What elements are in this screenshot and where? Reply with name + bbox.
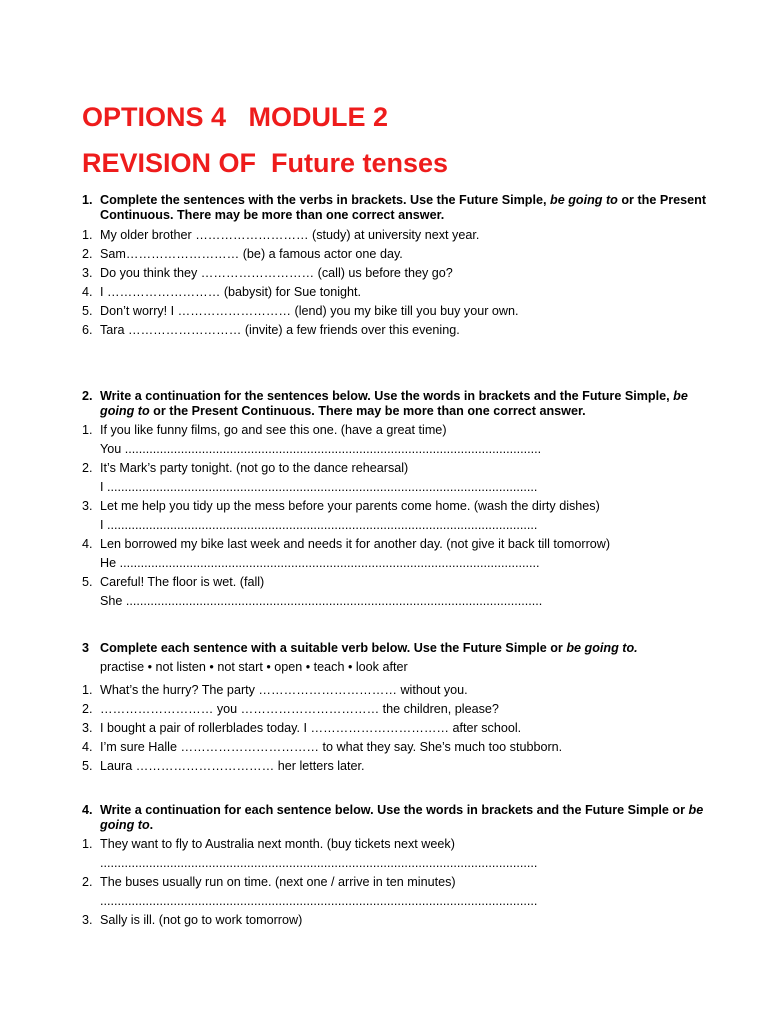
list-item: 5. Laura …………………………… her letters later. — [82, 759, 365, 773]
answer-line: She ....................................................................................................................... — [100, 594, 543, 608]
answer-line: ............................................................................................................................. — [100, 856, 538, 870]
list-item: 4. I’m sure Halle …………………………… to what they say. She’s much too stubborn. — [82, 740, 563, 754]
page-title: OPTIONS 4 MODULE 2 — [82, 102, 389, 132]
list-item: 6. Tara ……………………… (invite) a few friends over this evening. — [82, 323, 460, 337]
section-1-instruction: 1. Complete the sentences with the verbs in brackets. Use the Future Simple, be going to or the Present Continuous. There may be more than one correct answer. — [82, 193, 707, 222]
section-1-number: 1. — [82, 193, 93, 207]
answer-line: You ....................................................................................................................... — [100, 442, 542, 456]
section-4-number: 4. — [82, 803, 93, 817]
verb-list: practise • not listen • not start • open • teach • look after — [100, 660, 408, 674]
answer-line: I ........................................................................................................................... — [100, 518, 538, 532]
list-item: 2. Sam……………………… (be) a famous actor one day. — [82, 247, 403, 261]
list-item: 4. I ……………………… (babysit) for Sue tonight. — [82, 285, 362, 299]
answer-line: ............................................................................................................................. — [100, 894, 538, 908]
list-item: 1. If you like funny films, go and see this one. (have a great time) — [82, 423, 447, 437]
list-item: 3. Sally is ill. (not go to work tomorrow) — [82, 913, 303, 927]
list-item: 3. Do you think they ……………………… (call) us before they go? — [82, 266, 453, 280]
list-item: 1. They want to fly to Australia next month. (buy tickets next week) — [82, 837, 455, 851]
answer-line: I ........................................................................................................................... — [100, 480, 538, 494]
list-item: 1. My older brother ……………………… (study) at university next year. — [82, 228, 480, 242]
section-3-instruction: 3 Complete each sentence with a suitable verb below. Use the Future Simple or be going to. — [82, 641, 638, 655]
list-item: 4. Len borrowed my bike last week and needs it for another day. (not give it back till tomorrow) — [82, 537, 611, 551]
page-subtitle: REVISION OF Future tenses — [82, 148, 449, 178]
section-2-number: 2. — [82, 389, 93, 403]
list-item: 3. I bought a pair of rollerblades today. I …………………………… after school. — [82, 721, 522, 735]
list-item: 3. Let me help you tidy up the mess before your parents come home. (wash the dirty dishes) — [82, 499, 600, 513]
answer-line: He ........................................................................................................................ — [100, 556, 540, 570]
list-item: 1. What’s the hurry? The party …………………………… without you. — [82, 683, 468, 697]
list-item: 5. Don’t worry! I ……………………… (lend) you my bike till you buy your own. — [82, 304, 519, 318]
section-3-number: 3 — [82, 641, 90, 655]
section-4-instruction: 4. Write a continuation for each sentence below. Use the words in brackets and the Future Simple or be going to. — [82, 803, 704, 832]
section-2-instruction: 2. Write a continuation for the sentences below. Use the words in brackets and the Future Simple, be going to or the Present Continuous. There may be more than one correct answer. — [82, 389, 688, 418]
list-item: 2. The buses usually run on time. (next one / arrive in ten minutes) — [82, 875, 456, 889]
list-item: 2. ……………………… you …………………………… the children, please? — [82, 702, 499, 716]
list-item: 5. Careful! The floor is wet. (fall) — [82, 575, 265, 589]
list-item: 2. It’s Mark’s party tonight. (not go to the dance rehearsal) — [82, 461, 409, 475]
